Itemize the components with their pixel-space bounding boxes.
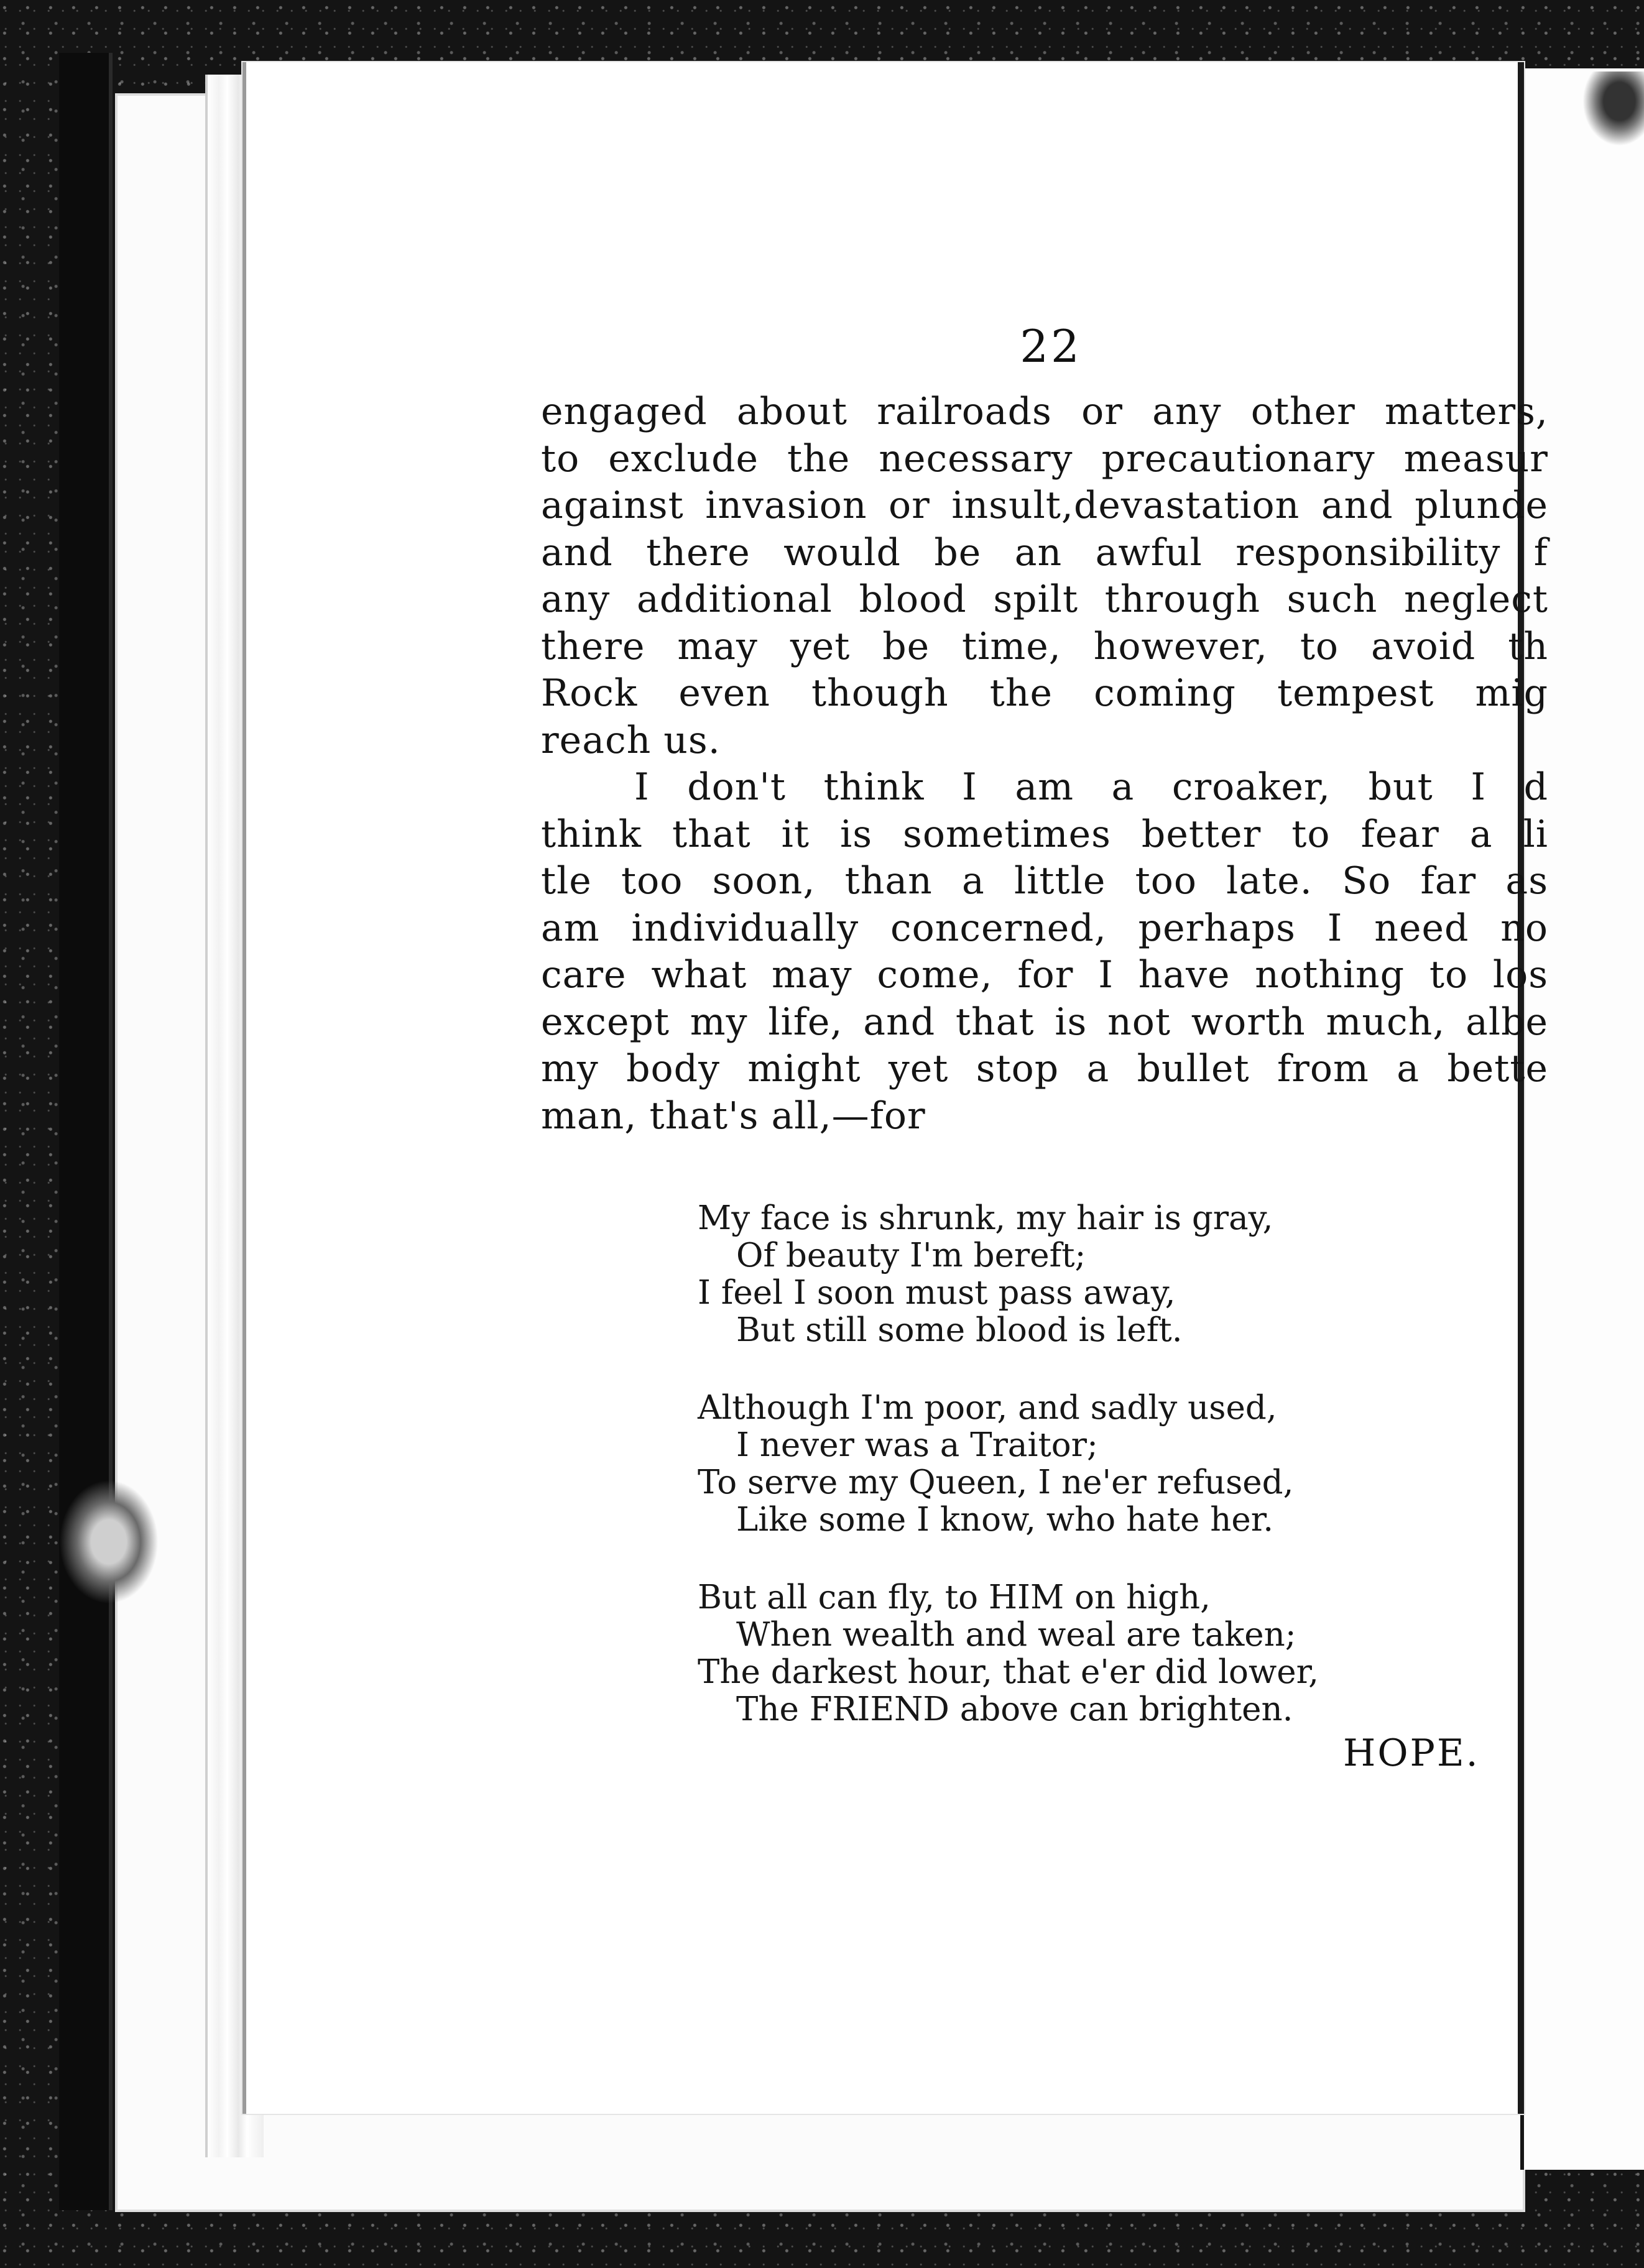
book-spine (59, 53, 113, 2210)
prose-line: engaged about railroads or any other matters, (541, 390, 1548, 433)
prose-line: my body might yet stop a bullet from a bette (541, 1047, 1548, 1090)
ink-blot (1582, 71, 1644, 146)
poem-line: Although I'm poor, and sadly used, (698, 1389, 1277, 1427)
poem-stanza (698, 1200, 1444, 1349)
stain-mark (59, 1480, 159, 1604)
prose-line: except my life, and that is not worth much, albe (541, 1000, 1548, 1044)
prose-line: tle too soon, than a little too late. So far as (541, 859, 1548, 903)
poem-line: But all can fly, to HIM on high, (698, 1579, 1211, 1616)
poem (698, 1200, 1444, 1769)
prose-line: think that it is sometimes better to fear a li (541, 812, 1548, 856)
prose-line: against invasion or insult,devastation and plunde (541, 484, 1548, 527)
signature: HOPE. (1343, 1731, 1480, 1775)
poem-line: My face is shrunk, my hair is gray, (698, 1199, 1273, 1237)
prose-line: care what may come, for I have nothing to los (541, 953, 1548, 997)
prose-line: there may yet be time, however, to avoid th (541, 624, 1548, 668)
prose-line: reach us. (541, 718, 721, 762)
poem-stanza (698, 1390, 1444, 1539)
poem-line: But still some blood is left. (736, 1311, 1183, 1349)
poem-line: Of beauty I'm bereft; (736, 1237, 1086, 1275)
prose-line: Rock even though the coming tempest mig (541, 671, 1548, 715)
poem-line: I never was a Traitor; (736, 1426, 1098, 1464)
poem-line: When wealth and weal are taken; (736, 1616, 1296, 1654)
prose-paragraphs (541, 389, 1548, 1140)
poem-line: The darkest hour, that e'er did lower, (698, 1653, 1319, 1691)
prose-line: to exclude the necessary precautionary measur (541, 436, 1548, 481)
page-number: 22 (1020, 320, 1082, 372)
prose-line: man, that's all,—for (541, 1094, 926, 1138)
poem-line: I feel I soon must pass away, (698, 1274, 1176, 1312)
poem-line: To serve my Queen, I ne'er refused, (698, 1464, 1294, 1501)
prose-line: I don't think I am a croaker, but I d (634, 765, 1548, 809)
poem-stanza (698, 1579, 1444, 1728)
poem-line: The FRIEND above can brighten. (736, 1690, 1293, 1728)
prose-line: and there would be an awful responsibility f (541, 530, 1548, 574)
prose-line: any additional blood spilt through such neglect (541, 578, 1548, 621)
poem-line: Like some I know, who hate her. (736, 1501, 1274, 1539)
prose-line: am individually concerned, perhaps I need no (541, 906, 1548, 950)
